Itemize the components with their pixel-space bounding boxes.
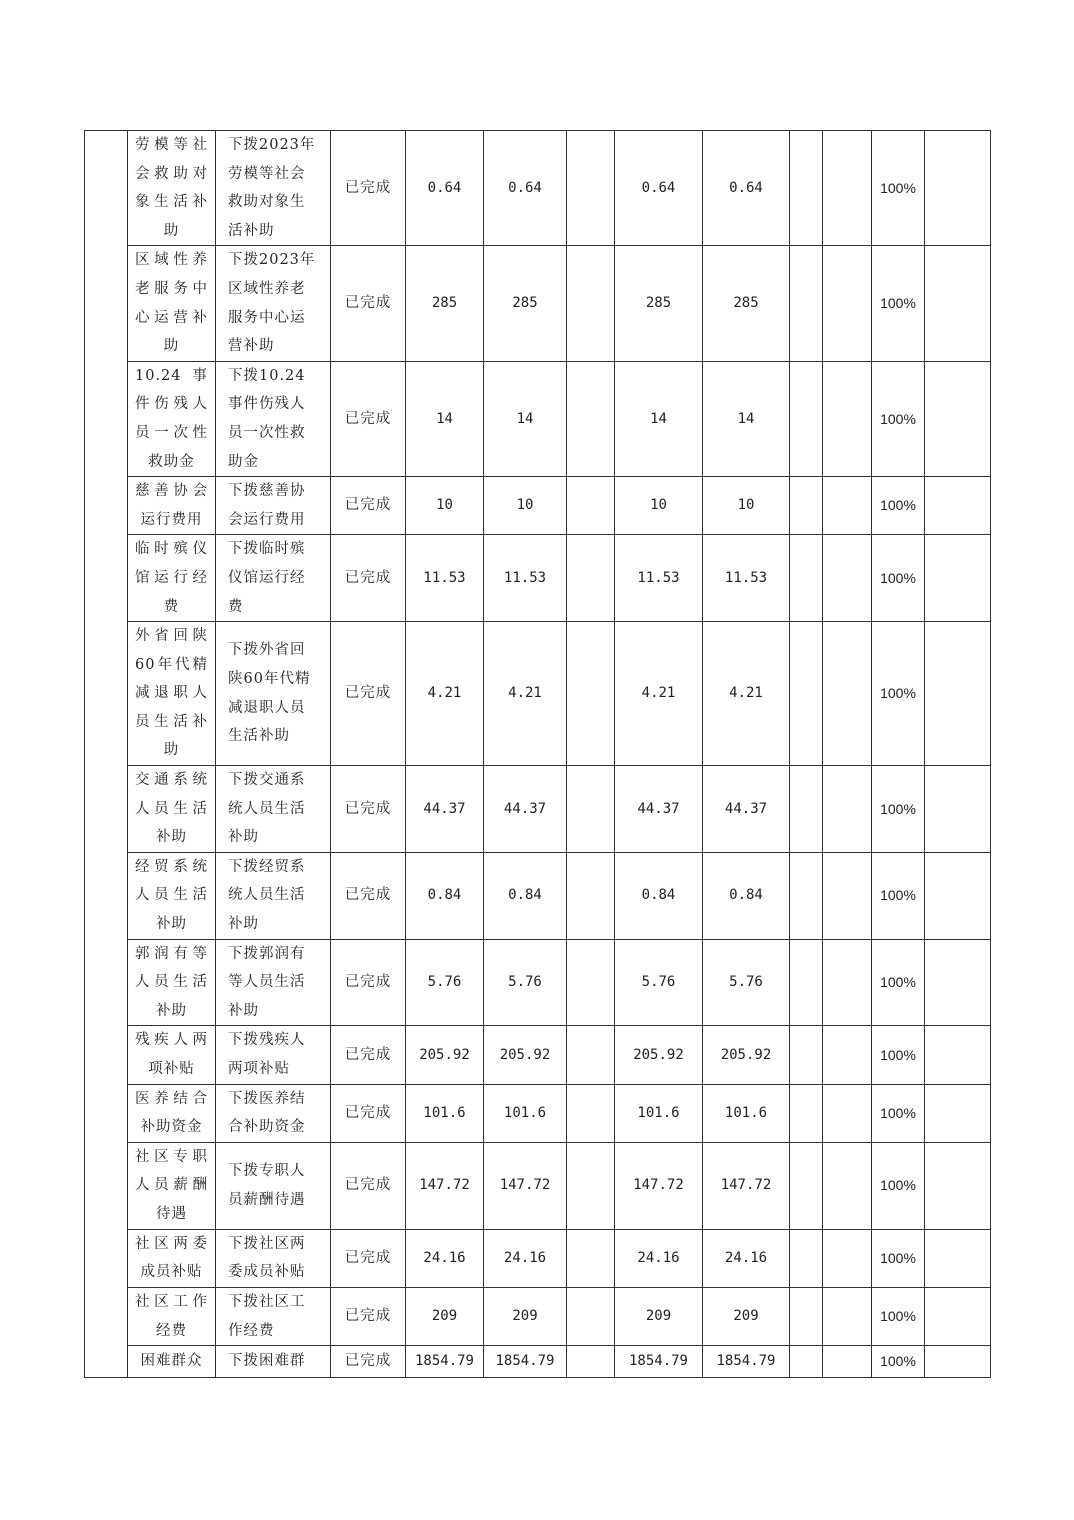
- empty-cell: [567, 535, 615, 622]
- empty-cell: [925, 361, 991, 476]
- empty-cell: [790, 131, 823, 246]
- empty-cell: [925, 1026, 991, 1084]
- budget-value-1: 209: [406, 1287, 484, 1345]
- status-cell: 已完成: [331, 1287, 406, 1345]
- item-desc-cell: 下拨残疾人两项补贴: [216, 1026, 331, 1084]
- empty-cell: [567, 1287, 615, 1345]
- empty-cell: [823, 1346, 872, 1378]
- empty-cell: [925, 1142, 991, 1229]
- budget-value-1: 1854.79: [406, 1346, 484, 1378]
- actual-value-1: 0.64: [615, 131, 703, 246]
- item-name-cell: 社区两委成员补贴: [128, 1229, 216, 1287]
- empty-cell: [823, 1287, 872, 1345]
- empty-cell: [567, 1346, 615, 1378]
- empty-cell: [925, 1229, 991, 1287]
- item-name-cell: 残疾人两项补贴: [128, 1026, 216, 1084]
- table-row: [85, 246, 991, 361]
- budget-value-1: 101.6: [406, 1084, 484, 1142]
- budget-value-2: 0.64: [484, 131, 567, 246]
- actual-value-1: 1854.79: [615, 1346, 703, 1378]
- empty-cell: [925, 1287, 991, 1345]
- budget-value-2: 44.37: [484, 766, 567, 853]
- item-desc-cell: 下拨2023年区域性养老服务中心运营补助: [216, 246, 331, 361]
- empty-cell: [823, 939, 872, 1026]
- empty-cell: [790, 1084, 823, 1142]
- empty-cell: [790, 766, 823, 853]
- empty-cell: [823, 852, 872, 939]
- empty-cell: [823, 1142, 872, 1229]
- completion-rate-cell: 100%: [872, 622, 925, 766]
- empty-cell: [925, 939, 991, 1026]
- budget-value-2: 147.72: [484, 1142, 567, 1229]
- empty-cell: [823, 477, 872, 535]
- item-name-cell: 交通系统人员生活补助: [128, 766, 216, 853]
- item-name-cell: 临时殡仪馆运行经费: [128, 535, 216, 622]
- actual-value-2: 209: [703, 1287, 790, 1345]
- budget-value-1: 5.76: [406, 939, 484, 1026]
- actual-value-1: 0.84: [615, 852, 703, 939]
- empty-cell: [823, 535, 872, 622]
- empty-cell: [823, 131, 872, 246]
- budget-value-1: 0.64: [406, 131, 484, 246]
- empty-cell: [790, 361, 823, 476]
- item-desc-cell: 下拨2023年劳模等社会救助对象生活补助: [216, 131, 331, 246]
- table-row: [85, 1084, 991, 1142]
- budget-value-2: 14: [484, 361, 567, 476]
- status-cell: 已完成: [331, 535, 406, 622]
- budget-value-2: 24.16: [484, 1229, 567, 1287]
- item-desc-cell: 下拨社区工作经费: [216, 1287, 331, 1345]
- status-cell: 已完成: [331, 1026, 406, 1084]
- item-name-cell: 外省回陕60年代精减退职人员生活补助: [128, 622, 216, 766]
- empty-cell: [925, 477, 991, 535]
- completion-rate-cell: 100%: [872, 246, 925, 361]
- budget-value-2: 0.84: [484, 852, 567, 939]
- item-desc-cell: 下拨郭润有等人员生活补助: [216, 939, 331, 1026]
- completion-rate-cell: 100%: [872, 1026, 925, 1084]
- item-name-cell: 社区专职人员薪酬待遇: [128, 1142, 216, 1229]
- actual-value-2: 285: [703, 246, 790, 361]
- empty-cell: [790, 852, 823, 939]
- table-body: [85, 131, 991, 1378]
- empty-cell: [925, 852, 991, 939]
- actual-value-2: 24.16: [703, 1229, 790, 1287]
- actual-value-2: 11.53: [703, 535, 790, 622]
- empty-cell: [567, 766, 615, 853]
- budget-value-1: 24.16: [406, 1229, 484, 1287]
- actual-value-1: 14: [615, 361, 703, 476]
- completion-rate-cell: 100%: [872, 535, 925, 622]
- status-cell: 已完成: [331, 1229, 406, 1287]
- completion-rate-cell: 100%: [872, 1346, 925, 1378]
- empty-cell: [567, 622, 615, 766]
- empty-cell: [567, 131, 615, 246]
- status-cell: 已完成: [331, 1346, 406, 1378]
- item-desc-cell: 下拨慈善协会运行费用: [216, 477, 331, 535]
- empty-cell: [790, 477, 823, 535]
- empty-cell: [790, 1287, 823, 1345]
- item-name-cell: 经贸系统人员生活补助: [128, 852, 216, 939]
- actual-value-1: 10: [615, 477, 703, 535]
- table-row: [85, 1287, 991, 1345]
- actual-value-1: 4.21: [615, 622, 703, 766]
- empty-cell: [925, 131, 991, 246]
- actual-value-2: 147.72: [703, 1142, 790, 1229]
- funds-table: [84, 130, 991, 1378]
- budget-value-1: 10: [406, 477, 484, 535]
- empty-cell: [567, 1229, 615, 1287]
- budget-value-2: 4.21: [484, 622, 567, 766]
- actual-value-1: 147.72: [615, 1142, 703, 1229]
- empty-cell: [567, 361, 615, 476]
- actual-value-1: 205.92: [615, 1026, 703, 1084]
- empty-cell: [790, 535, 823, 622]
- empty-cell: [567, 246, 615, 361]
- table-row: [85, 766, 991, 853]
- budget-value-2: 205.92: [484, 1026, 567, 1084]
- status-cell: 已完成: [331, 361, 406, 476]
- completion-rate-cell: 100%: [872, 131, 925, 246]
- budget-value-1: 147.72: [406, 1142, 484, 1229]
- actual-value-1: 24.16: [615, 1229, 703, 1287]
- completion-rate-cell: 100%: [872, 1287, 925, 1345]
- budget-value-2: 209: [484, 1287, 567, 1345]
- actual-value-2: 5.76: [703, 939, 790, 1026]
- table-row: [85, 1026, 991, 1084]
- item-name-cell: 困难群众: [128, 1346, 216, 1378]
- empty-cell: [567, 1084, 615, 1142]
- table-row: [85, 131, 991, 246]
- empty-cell: [823, 1084, 872, 1142]
- item-name-cell: 慈善协会运行费用: [128, 477, 216, 535]
- budget-value-1: 205.92: [406, 1026, 484, 1084]
- empty-cell: [823, 766, 872, 853]
- budget-value-1: 11.53: [406, 535, 484, 622]
- actual-value-2: 14: [703, 361, 790, 476]
- completion-rate-cell: 100%: [872, 1142, 925, 1229]
- empty-cell: [925, 535, 991, 622]
- table-row: [85, 535, 991, 622]
- empty-cell: [567, 939, 615, 1026]
- budget-value-1: 14: [406, 361, 484, 476]
- empty-cell: [790, 622, 823, 766]
- budget-value-2: 101.6: [484, 1084, 567, 1142]
- actual-value-1: 209: [615, 1287, 703, 1345]
- empty-cell: [790, 1026, 823, 1084]
- empty-cell: [567, 477, 615, 535]
- budget-value-2: 11.53: [484, 535, 567, 622]
- item-desc-cell: 下拨交通系统人员生活补助: [216, 766, 331, 853]
- budget-value-2: 285: [484, 246, 567, 361]
- empty-cell: [823, 1026, 872, 1084]
- completion-rate-cell: 100%: [872, 766, 925, 853]
- table-row: [85, 622, 991, 766]
- table-row: [85, 1229, 991, 1287]
- empty-cell: [925, 1346, 991, 1378]
- completion-rate-cell: 100%: [872, 939, 925, 1026]
- item-desc-cell: 下拨经贸系统人员生活补助: [216, 852, 331, 939]
- actual-value-2: 4.21: [703, 622, 790, 766]
- budget-value-2: 5.76: [484, 939, 567, 1026]
- table-row: [85, 361, 991, 476]
- status-cell: 已完成: [331, 939, 406, 1026]
- table-row: [85, 1346, 991, 1378]
- item-desc-cell: 下拨专职人员薪酬待遇: [216, 1142, 331, 1229]
- empty-cell: [790, 939, 823, 1026]
- item-desc-cell: 下拨社区两委成员补贴: [216, 1229, 331, 1287]
- completion-rate-cell: 100%: [872, 477, 925, 535]
- completion-rate-cell: 100%: [872, 1229, 925, 1287]
- completion-rate-cell: 100%: [872, 361, 925, 476]
- item-name-cell: 10.24事件伤残人员一次性救助金: [128, 361, 216, 476]
- status-cell: 已完成: [331, 246, 406, 361]
- empty-cell: [790, 1346, 823, 1378]
- empty-cell: [567, 1142, 615, 1229]
- empty-cell: [925, 246, 991, 361]
- budget-value-2: 10: [484, 477, 567, 535]
- actual-value-2: 0.64: [703, 131, 790, 246]
- actual-value-2: 101.6: [703, 1084, 790, 1142]
- status-cell: 已完成: [331, 766, 406, 853]
- budget-value-2: 1854.79: [484, 1346, 567, 1378]
- empty-cell: [567, 1026, 615, 1084]
- empty-cell: [823, 622, 872, 766]
- actual-value-1: 101.6: [615, 1084, 703, 1142]
- item-desc-cell: 下拨医养结合补助资金: [216, 1084, 331, 1142]
- empty-cell: [823, 1229, 872, 1287]
- category-cell: [85, 131, 128, 1378]
- actual-value-2: 44.37: [703, 766, 790, 853]
- empty-cell: [823, 246, 872, 361]
- empty-cell: [790, 246, 823, 361]
- empty-cell: [925, 1084, 991, 1142]
- status-cell: 已完成: [331, 477, 406, 535]
- item-name-cell: 社区工作经费: [128, 1287, 216, 1345]
- item-desc-cell: 下拨外省回陕60年代精减退职人员生活补助: [216, 622, 331, 766]
- actual-value-2: 1854.79: [703, 1346, 790, 1378]
- empty-cell: [790, 1229, 823, 1287]
- status-cell: 已完成: [331, 622, 406, 766]
- item-name-cell: 区域性养老服务中心运营补助: [128, 246, 216, 361]
- item-desc-cell: 下拨临时殡仪馆运行经费: [216, 535, 331, 622]
- empty-cell: [925, 622, 991, 766]
- actual-value-2: 10: [703, 477, 790, 535]
- status-cell: 已完成: [331, 1142, 406, 1229]
- item-desc-cell: 下拨10.24事件伤残人员一次性救助金: [216, 361, 331, 476]
- empty-cell: [790, 1142, 823, 1229]
- actual-value-1: 5.76: [615, 939, 703, 1026]
- budget-value-1: 285: [406, 246, 484, 361]
- item-name-cell: 郭润有等人员生活补助: [128, 939, 216, 1026]
- completion-rate-cell: 100%: [872, 852, 925, 939]
- budget-value-1: 4.21: [406, 622, 484, 766]
- empty-cell: [823, 361, 872, 476]
- actual-value-1: 44.37: [615, 766, 703, 853]
- empty-cell: [567, 852, 615, 939]
- status-cell: 已完成: [331, 852, 406, 939]
- budget-value-1: 44.37: [406, 766, 484, 853]
- table-row: [85, 852, 991, 939]
- item-name-cell: 劳模等社会救助对象生活补助: [128, 131, 216, 246]
- item-name-cell: 医养结合补助资金: [128, 1084, 216, 1142]
- budget-value-1: 0.84: [406, 852, 484, 939]
- table-row: [85, 939, 991, 1026]
- status-cell: 已完成: [331, 131, 406, 246]
- item-desc-cell: 下拨困难群: [216, 1346, 331, 1378]
- actual-value-1: 285: [615, 246, 703, 361]
- completion-rate-cell: 100%: [872, 1084, 925, 1142]
- table-row: [85, 477, 991, 535]
- actual-value-1: 11.53: [615, 535, 703, 622]
- table-row: [85, 1142, 991, 1229]
- status-cell: 已完成: [331, 1084, 406, 1142]
- actual-value-2: 205.92: [703, 1026, 790, 1084]
- actual-value-2: 0.84: [703, 852, 790, 939]
- empty-cell: [925, 766, 991, 853]
